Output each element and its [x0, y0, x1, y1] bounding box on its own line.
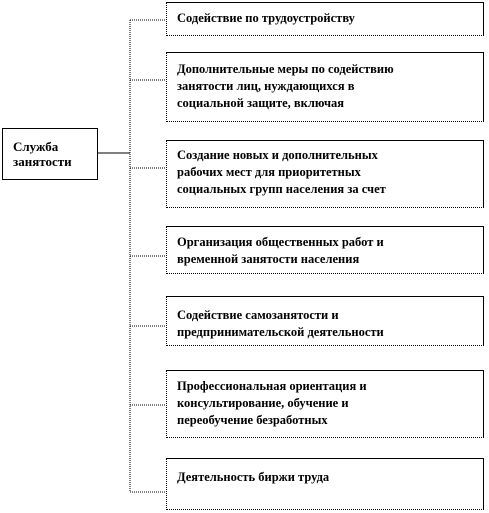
service-box-label: Содействие самозанятости и предпринимательской деятельности: [177, 308, 384, 339]
service-box-label: Содействие по трудоустройству: [177, 11, 355, 25]
service-box-label: Организация общественных работ и временной занятости населения: [177, 235, 384, 266]
root-label: Служба занятости: [13, 139, 72, 169]
service-box-public-works: [166, 226, 484, 274]
service-box-labor-exchange: [166, 458, 484, 510]
service-box-label: Деятельность биржи труда: [177, 470, 330, 484]
service-box-new-jobs: [166, 140, 484, 208]
service-box-self-employment: [166, 296, 484, 346]
service-box-employment-assistance: [166, 2, 484, 36]
service-box-label: Дополнительные меры по содействию занятости лиц, нуждающихся в социальной защите, включая: [177, 62, 394, 110]
service-box-label: Создание новых и дополнительных рабочих мест для приоритетных социальных групп населения за счет: [177, 148, 386, 196]
root-node: [2, 128, 98, 180]
service-box-additional-measures: [166, 52, 484, 122]
service-box-label: Профессиональная ориентация и консультирование, обучение и переобучение безработных: [177, 379, 367, 427]
service-box-vocational-guidance: [166, 370, 484, 438]
